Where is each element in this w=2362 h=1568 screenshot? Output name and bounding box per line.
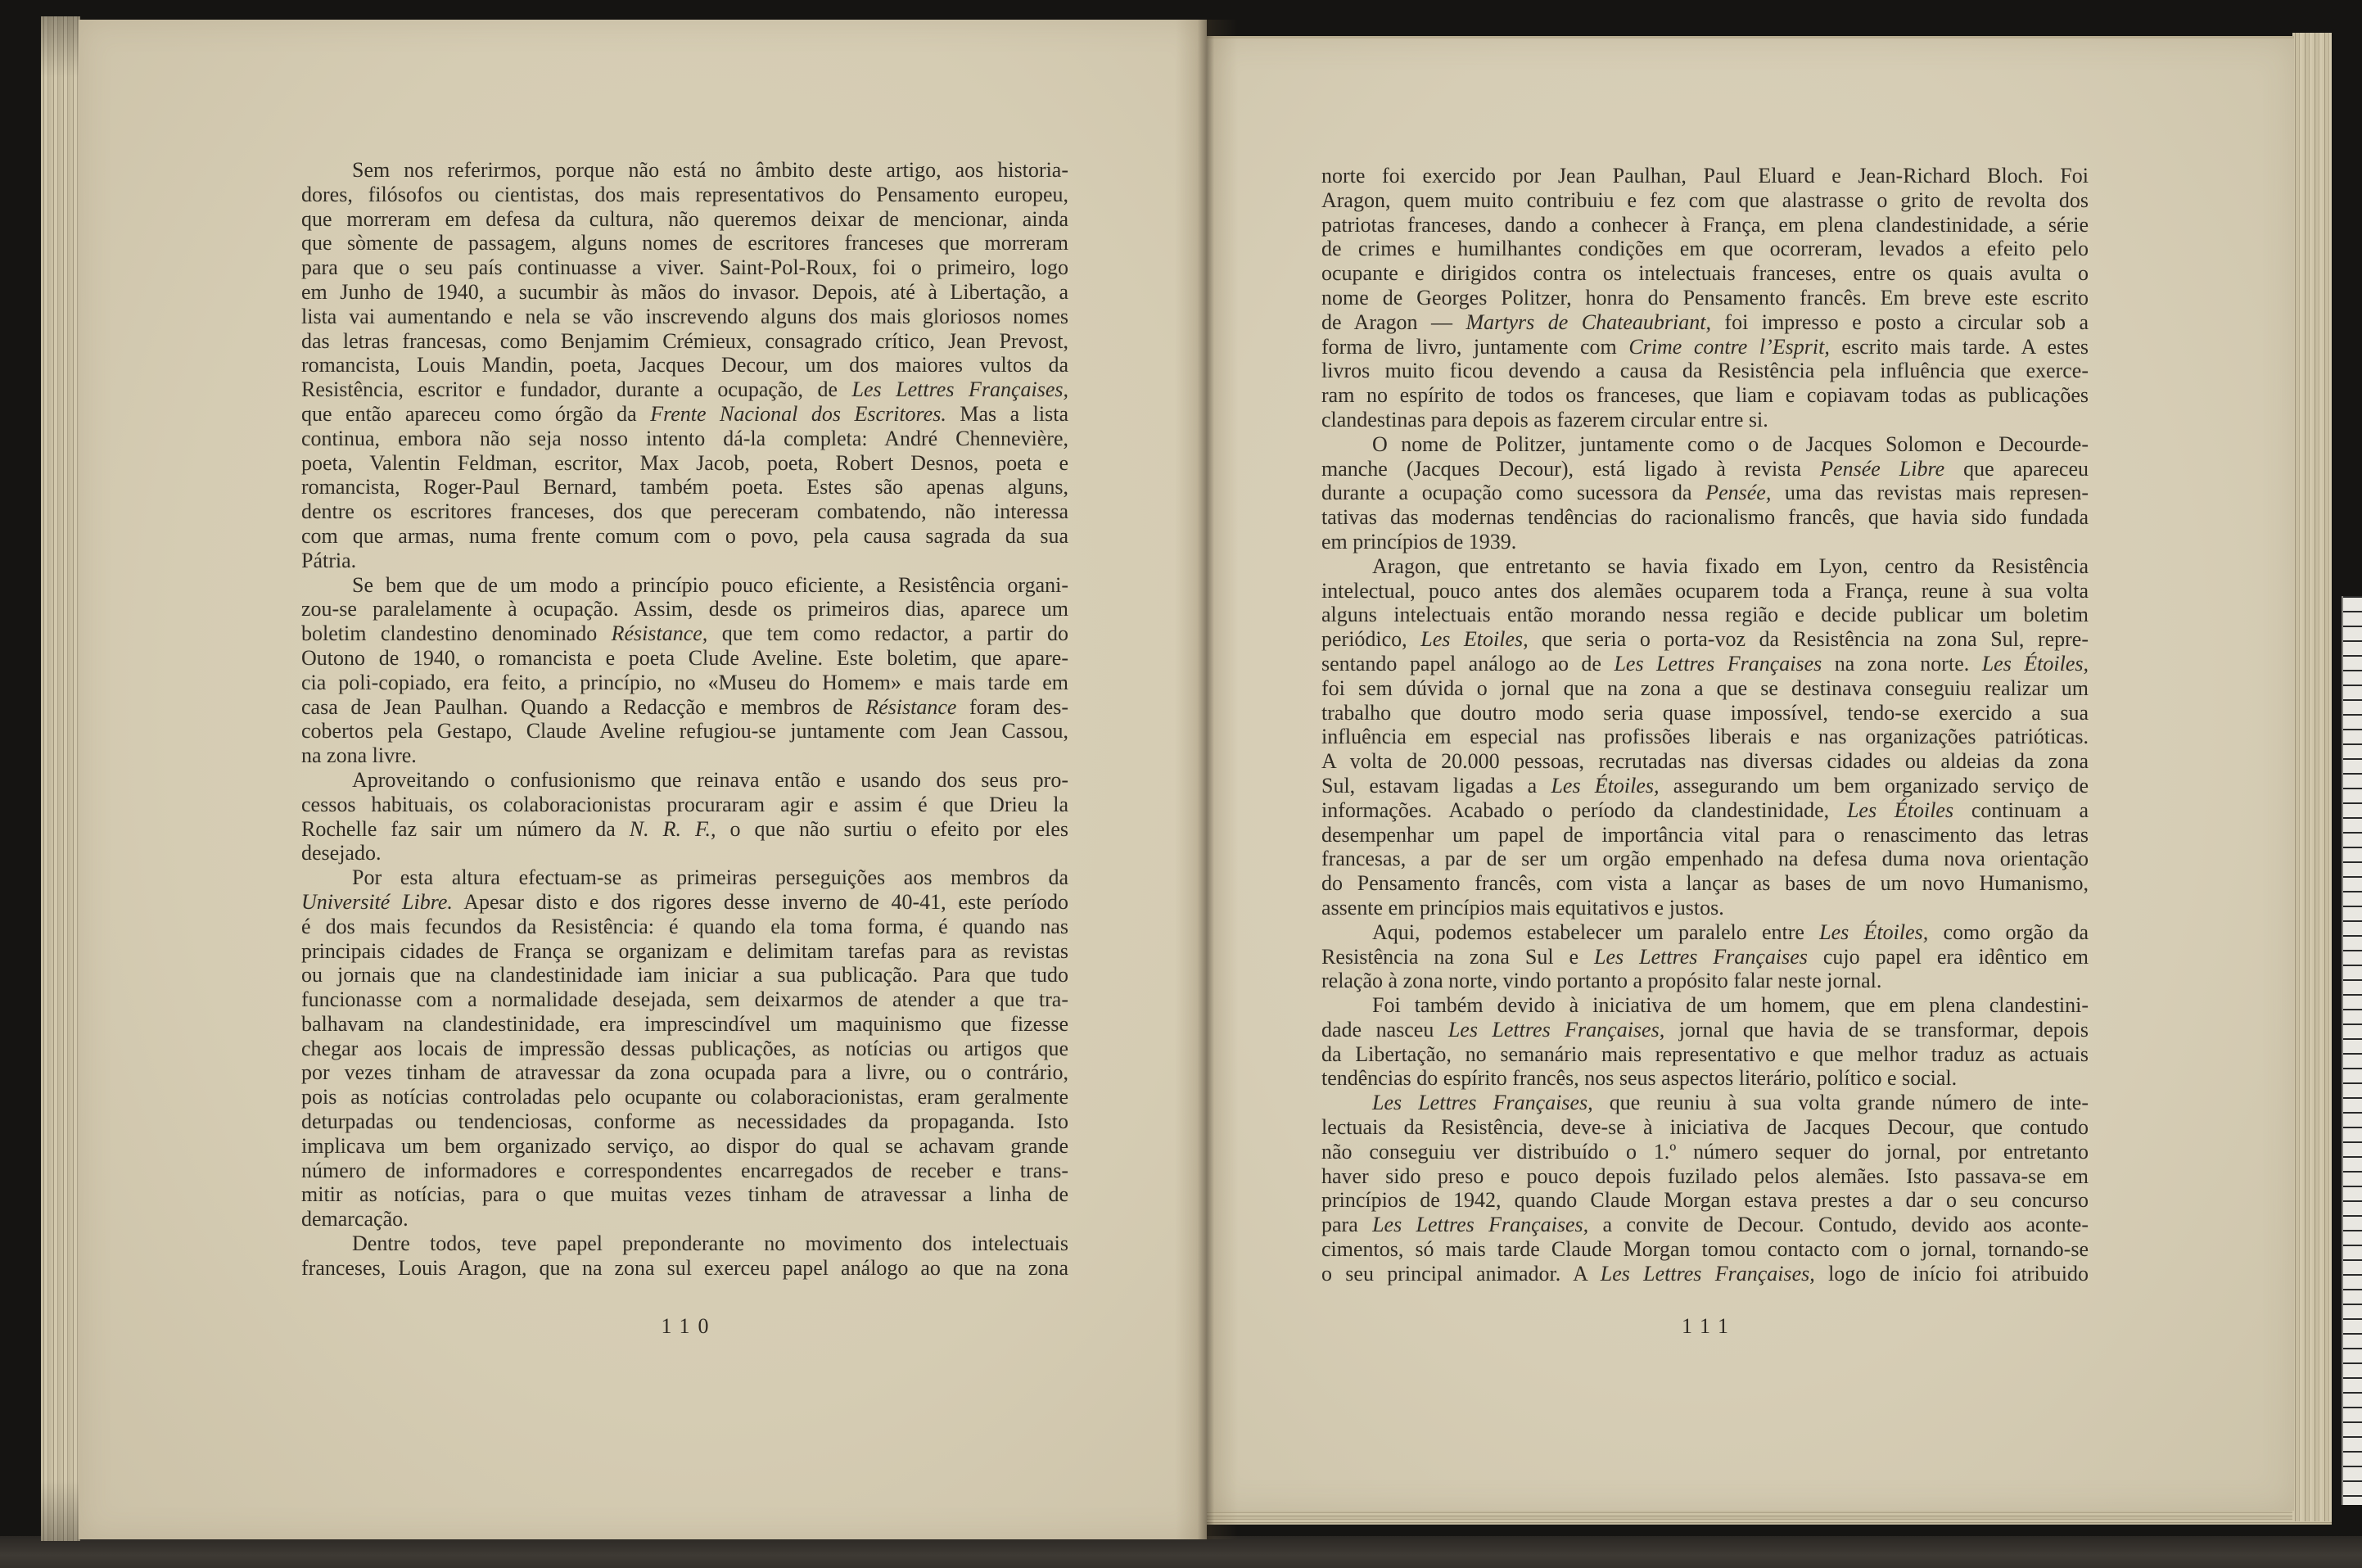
scan-background-floor bbox=[0, 1536, 2362, 1568]
text-segment: manche (Jacques Decour), está ligado à revista bbox=[1321, 456, 1821, 481]
text-line: Aragon, quem muito contribuiu e fez com que alastrasse o grito de revolta dos bbox=[1321, 188, 2089, 212]
text-line: pois as notícias controladas pelo ocupante ou colaboracionistas, eram geralmente bbox=[301, 1085, 1068, 1109]
text-line: não conseguiu ver distribuído o 1.º número sequer do jornal, por entretanto bbox=[1321, 1139, 2089, 1164]
text-line: com que armas, numa frente comum com o povo, pela causa sagrada da sua bbox=[301, 523, 1068, 548]
paragraph bbox=[1321, 993, 2089, 1091]
left-page-text bbox=[301, 158, 1068, 1281]
book-gutter-shadow bbox=[1176, 20, 1238, 1539]
italic-title: Les Lettres Françaises, bbox=[1447, 1017, 1665, 1042]
italic-title: Les Lettres Françaises bbox=[1594, 944, 1808, 969]
text-line bbox=[301, 890, 1068, 915]
text-line: que morreram em defesa da cultura, não queremos deixar de mencionar, ainda bbox=[301, 206, 1068, 231]
text-segment: sentando papel análogo ao de bbox=[1321, 651, 1615, 676]
text-line: de crimes e humilhantes condições em que ocorreram, levados a efeito pelo bbox=[1321, 237, 2089, 261]
text-line bbox=[1321, 920, 2089, 945]
paragraph bbox=[1321, 920, 2089, 993]
text-line: mitir as notícias, para o que muitas vezes tinham de atravessar a linha de bbox=[301, 1182, 1068, 1207]
right-page-text bbox=[1321, 164, 2089, 1286]
text-line: que sòmente de passagem, alguns nomes de escritores franceses que morreram bbox=[301, 231, 1068, 255]
text-line: Pátria. bbox=[301, 548, 357, 572]
text-line: das letras francesas, como Benjamim Crémieux, consagrado crítico, Jean Prevost, bbox=[301, 328, 1068, 353]
italic-title: Les Étoiles, bbox=[1819, 920, 1929, 944]
italic-title: Les Lettres Françaises, bbox=[851, 377, 1068, 402]
text-line bbox=[1321, 1213, 2089, 1237]
italic-title: Frente Nacional dos Escritores. bbox=[650, 401, 946, 426]
text-line: Se bem que de um modo a princípio pouco eficiente, a Resistência organi- bbox=[352, 572, 1068, 597]
text-line: em Junho de 1940, a sucumbir às mãos do invasor. Depois, até à Libertação, a bbox=[301, 279, 1068, 304]
paragraph bbox=[301, 768, 1068, 865]
paragraph bbox=[1321, 164, 2089, 432]
text-segment: que reuniu à sua volta grande número de inte- bbox=[1592, 1091, 2089, 1115]
text-line bbox=[1321, 652, 2089, 676]
text-segment: assegurando um bem organizado serviço de bbox=[1659, 773, 2089, 798]
paragraph bbox=[1321, 1091, 2089, 1286]
italic-title: Résistance bbox=[865, 694, 957, 719]
text-line bbox=[1321, 1262, 2089, 1286]
paragraph bbox=[301, 573, 1068, 768]
text-line: influência em especial nas profissões liberais e nas organizações patrióticas. bbox=[1321, 725, 2089, 749]
text-segment: o que não surtiu o efeito por eles bbox=[716, 816, 1068, 841]
text-segment: durante a ocupação como sucessora da bbox=[1321, 481, 1706, 505]
text-line bbox=[1321, 1018, 2089, 1042]
text-line: cia poli-copiado, era feito, a princípio, no «Museu do Homem» e mais tarde em bbox=[301, 670, 1068, 694]
italic-title: Les Étoiles, bbox=[1551, 773, 1660, 798]
text-line: nome de Georges Politzer, honra do Pensamento francês. Em breve este escrito bbox=[1321, 285, 2089, 310]
text-line: tendências do espírito francês, nos seus aspectos literário, político e social. bbox=[1321, 1066, 1958, 1091]
text-segment: foi impresso e posto a circular sob a bbox=[1710, 310, 2089, 334]
text-line: cimentos, só mais tarde Claude Morgan tomou contacto com o jornal, tornando-se bbox=[1321, 1237, 2089, 1262]
text-segment: para bbox=[1321, 1213, 1373, 1237]
text-segment: Rochelle faz sair um número da bbox=[301, 816, 630, 841]
text-segment: como orgão da bbox=[1928, 920, 2089, 944]
text-line bbox=[1321, 774, 2089, 798]
text-line: Por esta altura efectuam-se as primeiras perseguições aos membros da bbox=[352, 865, 1068, 890]
page-stack-edge-right bbox=[2292, 33, 2332, 1521]
text-line: princípios de 1942, quando Claude Morgan estava prestes a dar o seu concurso bbox=[1321, 1188, 2089, 1213]
text-line: intelectual, pouco antes dos alemães ocuparem toda a França, reune à sua volta bbox=[1321, 578, 2089, 603]
text-line: para que o seu país continuasse a viver. Saint-Pol-Roux, foi o primeiro, logo bbox=[301, 255, 1068, 280]
text-line: chegar aos locais de impressão dessas publicações, as notícias ou artigos que bbox=[301, 1036, 1068, 1060]
text-line: é dos mais fecundos da Resistência: é quando ela toma forma, é quando nas bbox=[301, 914, 1068, 938]
text-line: franceses, Louis Aragon, que na zona sul exerceu papel análogo ao que na zona bbox=[301, 1255, 1068, 1280]
text-line: dores, filósofos ou cientistas, dos mais representativos do Pensamento europeu, bbox=[301, 182, 1068, 206]
text-line: relação à zona norte, vindo portanto a propósito falar neste jornal. bbox=[1321, 969, 1882, 993]
text-line: ram no espírito de todos os franceses, que liam e copiavam todas as publicações bbox=[1321, 383, 2089, 408]
italic-title: Les Lettres Françaises bbox=[1614, 651, 1822, 676]
text-line bbox=[1321, 481, 2089, 505]
text-line: livros muito ficou devendo a causa da Resistência pela influência que exerce- bbox=[1321, 359, 2089, 383]
italic-title: Crime contre l’Esprit, bbox=[1628, 334, 1830, 359]
text-segment: a convite de Decour. Contudo, devido aos aconte- bbox=[1588, 1213, 2089, 1237]
text-segment: Apesar disto e dos rigores desse inverno de 40-41, este período bbox=[452, 889, 1069, 914]
italic-title: Les Etoiles, bbox=[1420, 627, 1529, 652]
text-line: haver sido preso e pouco depois fuzilado pelos alemães. Isto passava-se em bbox=[1321, 1164, 2089, 1188]
text-segment: Sul, estavam ligadas a bbox=[1321, 773, 1551, 798]
text-line: funcionasse com a normalidade desejada, sem deixarmos de atender a que tra- bbox=[301, 987, 1068, 1012]
text-line: dentre os escritores franceses, dos que pereceram combatendo, não interessa bbox=[301, 499, 1068, 524]
text-line bbox=[1321, 627, 2089, 652]
text-line: lista vai aumentando e nela se vão inscrevendo alguns dos mais gloriosos nomes bbox=[301, 304, 1068, 328]
paragraph bbox=[301, 1231, 1068, 1281]
text-segment: cujo papel era idêntico em bbox=[1807, 944, 2089, 969]
text-line: continua, embora não seja nosso intento dá-la completa: André Chennevière, bbox=[301, 426, 1068, 450]
text-line: ou jornais que na clandestinidade iam iniciar a sua publicação. Para que tudo bbox=[301, 963, 1068, 987]
text-line: O nome de Politzer, juntamente como o de Jacques Solomon e Decourde- bbox=[1372, 432, 2089, 456]
text-segment: que tem como redactor, a partir do bbox=[707, 621, 1068, 646]
text-segment: forma de livro, juntamente com bbox=[1321, 334, 1629, 359]
text-segment: o seu principal animador. A bbox=[1321, 1261, 1601, 1286]
italic-title: Les Lettres Françaises, bbox=[1372, 1213, 1589, 1237]
text-line bbox=[301, 377, 1068, 402]
text-line bbox=[1321, 1091, 2089, 1115]
text-segment: que então apareceu como órgão da bbox=[301, 401, 651, 426]
text-segment: boletim clandestino denominado bbox=[301, 621, 612, 646]
text-line: da Libertação, no semanário mais representativo e que melhor traduz as actuais bbox=[1321, 1042, 2089, 1066]
text-line: zou-se paralelamente à ocupação. Assim, desde os primeiros dias, aparece um bbox=[301, 597, 1068, 621]
text-line: Aragon, que entretanto se havia fixado em Lyon, centro da Resistência bbox=[1372, 554, 2089, 578]
text-line: romancista, Roger-Paul Bernard, também poeta. Estes são apenas alguns, bbox=[301, 475, 1068, 499]
text-segment: escrito mais tarde. A estes bbox=[1829, 334, 2089, 359]
text-segment: Aqui, podemos estabelecer um paralelo entre bbox=[1372, 920, 1820, 944]
paragraph bbox=[301, 158, 1068, 573]
paragraph bbox=[301, 865, 1068, 1231]
text-segment: Mas a lista bbox=[946, 401, 1068, 426]
text-segment: Resistência, escritor e fundador, durante a ocupação, de bbox=[301, 377, 852, 402]
text-line bbox=[1321, 310, 2089, 335]
italic-title: Martyrs de Chateaubriant, bbox=[1466, 310, 1711, 334]
paragraph bbox=[1321, 432, 2089, 554]
paragraph bbox=[1321, 554, 2089, 920]
text-line: patriotas franceses, dando a conhecer à França, em plena clandestinidade, a série bbox=[1321, 212, 2089, 237]
italic-title: N. R. F., bbox=[629, 816, 716, 841]
text-line: desejado. bbox=[301, 841, 382, 865]
text-line bbox=[301, 402, 1068, 427]
text-segment: Resistência na zona Sul e bbox=[1321, 944, 1595, 969]
italic-title: Pensée Libre bbox=[1820, 456, 1945, 481]
italic-title: Résistance, bbox=[611, 621, 708, 646]
text-line: poeta, Valentin Feldman, escritor, Max Jacob, poeta, Robert Desnos, poeta e bbox=[301, 450, 1068, 475]
text-segment: periódico, bbox=[1321, 627, 1421, 652]
text-segment: que seria o porta-voz da Resistência na zona Sul, repre- bbox=[1528, 627, 2089, 652]
text-line: balhavam na clandestinidade, era imprescindível um maquinismo que fizesse bbox=[301, 1011, 1068, 1036]
text-segment: de Aragon — bbox=[1321, 310, 1466, 334]
text-line bbox=[1321, 945, 2089, 969]
text-line: por vezes tinham de atravessar da zona ocupada para a livre, ou o contrário, bbox=[301, 1060, 1068, 1085]
text-segment: logo de início foi atribuido bbox=[1814, 1261, 2089, 1286]
text-line: romancista, Louis Mandin, poeta, Jacques Decour, um dos maiores vultos da bbox=[301, 353, 1068, 377]
text-line: Outono de 1940, o romancista e poeta Clude Aveline. Este boletim, que apare- bbox=[301, 645, 1068, 670]
italic-title: Les Étoiles bbox=[1846, 798, 1954, 822]
text-line: lectuais da Resistência, deve-se à iniciativa de Jacques Decour, que contudo bbox=[1321, 1115, 2089, 1140]
page-stack-edge-left bbox=[41, 16, 80, 1541]
italic-title: Université Libre. bbox=[301, 889, 453, 914]
page-number-left: 110 bbox=[661, 1314, 717, 1338]
text-line: Dentre todos, teve papel preponderante no movimento dos intelectuais bbox=[352, 1231, 1068, 1256]
text-line: na zona livre. bbox=[301, 743, 417, 768]
text-segment: uma das revistas mais represen- bbox=[1771, 481, 2089, 505]
text-segment: casa de Jean Paulhan. Quando a Redacção e membros de bbox=[301, 694, 866, 719]
text-line: deturpadas ou tendenciosas, conforme as necessidades da propaganda. Isto bbox=[301, 1109, 1068, 1134]
text-line: número de informadores e correspondentes encarregados de receber e trans- bbox=[301, 1158, 1068, 1182]
italic-title: Les Lettres Françaises, bbox=[1600, 1261, 1815, 1286]
text-line: cobertos pela Gestapo, Claude Aveline refugiou-se juntamente com Jean Cassou, bbox=[301, 719, 1068, 743]
text-segment: continuam a bbox=[1953, 798, 2089, 822]
text-line bbox=[1321, 457, 2089, 481]
text-segment: que apareceu bbox=[1944, 456, 2089, 481]
text-line: francesas, a par de ser um orgão empenhado na defesa duma nova orientação bbox=[1321, 847, 2089, 871]
text-line: foi sem dúvida o jornal que na zona a que se destinava conseguiu realizar um bbox=[1321, 676, 2089, 700]
text-line: assente em princípios mais equitativos e justos. bbox=[1321, 895, 1724, 920]
page-number-right: 111 bbox=[1681, 1314, 1737, 1338]
text-line: em princípios de 1939. bbox=[1321, 529, 1517, 554]
text-line: do Pensamento francês, com vista a lançar as bases de um novo Humanismo, bbox=[1321, 871, 2089, 896]
text-segment: jornal que havia de se transformar, depois bbox=[1664, 1017, 2089, 1042]
text-line bbox=[1321, 798, 2089, 823]
text-line: desempenhar um papel de importância vital para o renascimento das letras bbox=[1321, 822, 2089, 847]
text-line: cessos habituais, os colaboracionistas procuraram agir e assim é que Drieu la bbox=[301, 792, 1068, 816]
scale-ruler bbox=[2342, 596, 2362, 1505]
text-line bbox=[301, 817, 1068, 842]
text-line: Sem nos referirmos, porque não está no âmbito deste artigo, aos historia- bbox=[352, 158, 1068, 182]
text-segment: informações. Acabado o período da clandestinidade, bbox=[1321, 798, 1847, 822]
text-line: A volta de 20.000 pessoas, recrutadas nas diversas cidades ou aldeias da zona bbox=[1321, 749, 2089, 774]
italic-title: Les Étoiles, bbox=[1981, 651, 2089, 676]
text-line: Aproveitando o confusionismo que reinava então e usando dos seus pro- bbox=[352, 767, 1068, 792]
text-line bbox=[301, 621, 1068, 646]
text-line bbox=[301, 695, 1068, 720]
text-line: ocupante e dirigidos contra os intelectuais franceses, entre os quais avulta o bbox=[1321, 261, 2089, 286]
text-line: alguns intelectuais então morando nessa região e decide publicar um boletim bbox=[1321, 603, 2089, 627]
text-line: trabalho que doutro modo seria quase impossível, tendo-se exercido a sua bbox=[1321, 700, 2089, 725]
text-line: Foi também devido à iniciativa de um homem, que em plena clandestini- bbox=[1372, 993, 2089, 1018]
text-line: clandestinas para depois as fazerem circular entre si. bbox=[1321, 407, 1768, 432]
italic-title: Pensée, bbox=[1705, 481, 1772, 505]
text-line: norte foi exercido por Jean Paulhan, Paul Eluard e Jean-Richard Bloch. Foi bbox=[1321, 164, 2089, 188]
text-segment: na zona norte. bbox=[1822, 651, 1982, 676]
italic-title: Les Lettres Françaises, bbox=[1372, 1091, 1593, 1115]
text-line: implicava um bem organizado serviço, ao dispor do qual se achavam grande bbox=[301, 1133, 1068, 1158]
text-line bbox=[1321, 335, 2089, 359]
text-line: tativas das modernas tendências do racionalismo francês, que havia sido fundada bbox=[1321, 505, 2089, 530]
text-line: principais cidades de França se organizam e delimitam tarefas para as revistas bbox=[301, 938, 1068, 963]
text-segment: foram des- bbox=[956, 694, 1069, 719]
text-segment: dade nasceu bbox=[1321, 1017, 1448, 1042]
text-line: demarcação. bbox=[301, 1207, 409, 1231]
